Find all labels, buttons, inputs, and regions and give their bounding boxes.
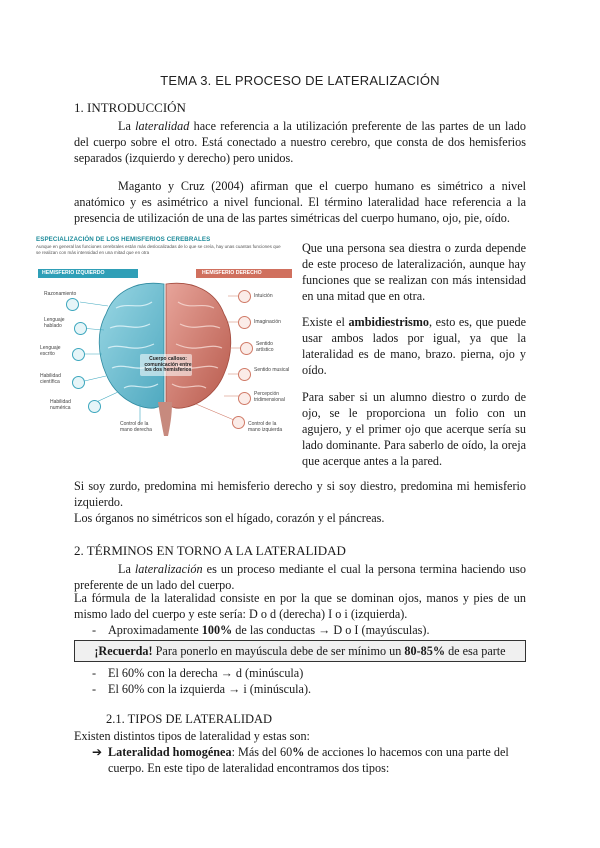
side-paragraph-ambidiestrismo: Existe el ambidiestrismo, esto es, que puede usar ambos lados por igual, ya que la lateralidad es de mano, brazo. pierna, ojo y oído.: [302, 315, 526, 377]
brain-hemispheres-figure: [36, 236, 292, 442]
figure-title: ESPECIALIZACIÓN DE LOS HEMISFERIOS CEREBRALES: [36, 236, 211, 243]
speech-icon: [74, 322, 87, 335]
term-ambidiestrismo: ambidiestrismo: [348, 315, 430, 329]
bullet-100-percent: - Aproximadamente 100% de las conductas → D o I (mayúsculas).: [92, 623, 430, 637]
term-lateralidad: lateralidad: [135, 119, 190, 133]
numbers-icon: [88, 400, 101, 413]
label-sentido-musical: Sentido musical: [254, 367, 290, 373]
intuition-icon: [238, 290, 251, 303]
label-lenguaje-hablado: Lenguaje hablado: [44, 317, 65, 329]
science-icon: [72, 376, 85, 389]
label-razonamiento: Razonamiento: [44, 291, 77, 297]
reasoning-icon: [66, 298, 79, 311]
arrow-icon: ➔: [92, 745, 103, 759]
right-hemisphere-header: HEMISFERIO DERECHO: [196, 269, 292, 278]
writing-icon: [72, 348, 85, 361]
side-paragraph-diestra-zurda: Que una persona sea diestra o zurda depende de este proceso de lateralización, aunque hay funciones que se realizan con más intensidad en una mitad que en otra.: [302, 241, 526, 303]
left-hand-icon: [232, 416, 245, 429]
lateralizacion-paragraph: La lateralización es un proceso mediante el cual la persona termina haciendo uso preferente de un lado del cuerpo.: [74, 562, 526, 592]
label-control-mano-derecha: Control de la mano derecha: [120, 421, 152, 433]
section-heading-terminos: 2. TÉRMINOS EN TORNO A LA LATERALIDAD: [74, 543, 346, 558]
music-icon: [238, 368, 251, 381]
non-symmetric-organs-paragraph: Los órganos no simétricos son el hígado, corazón y el páncreas.: [74, 511, 385, 525]
page-title: TEMA 3. EL PROCESO DE LATERALIZACIÓN: [160, 73, 440, 88]
label-imaginacion: Imaginación: [254, 319, 281, 325]
label-habilidad-numerica: Habilidad numérica: [50, 399, 71, 411]
bullet-60-derecha: - El 60% con la derecha → d (minúscula): [92, 666, 304, 680]
bullet-60-izquierda: - El 60% con la izquierda → i (minúscula).: [92, 682, 312, 696]
art-icon: [240, 342, 253, 355]
label-sentido-artistico: Sentido artístico: [256, 341, 274, 353]
3d-perception-icon: [238, 392, 251, 405]
recuerda-note-box: ¡Recuerda! Para ponerlo en mayúscula debe de ser mínimo un 80-85% de esa parte: [74, 640, 526, 662]
term-lateralizacion: lateralización: [134, 562, 203, 576]
side-paragraph-folio: Para saber si un alumno diestro o zurdo de ojo, se le proporciona un folio con un agujero, y el primer ojo que acerque sería su lado dominante. Para saberlo de oído, la oreja que acerque antes a la pared.: [302, 390, 526, 468]
subsection-heading-tipos: 2.1. TIPOS DE LATERALIDAD: [106, 712, 273, 726]
label-habilidad-cientifica: Habilidad científica: [40, 373, 61, 385]
label-intuicion: Intuición: [254, 293, 273, 299]
corpus-callosum-label: Cuerpo calloso: comunicación entre los dos hemisferios: [144, 356, 192, 374]
imagination-icon: [238, 316, 251, 329]
right-hemisphere-shape: [166, 283, 231, 408]
section-heading-introduccion: 1. INTRODUCCIÓN: [74, 100, 186, 115]
label-control-mano-izquierda: Control de la mano izquierda: [248, 421, 283, 433]
intro-paragraph: La lateralidad hace referencia a la utilización preferente de las partes de un lado del cuerpo sobre el otro. Está conectado a nuestro cerebro, que consta de dos hemisferios separados (izquierdo y derecho) pero unidos.: [74, 119, 526, 165]
left-hemisphere-shape: [99, 283, 164, 408]
hemisphere-dominance-paragraph: Si soy zurdo, predomina mi hemisferio derecho y si soy diestro, predomina mi hemisferio izquierdo.: [74, 479, 526, 509]
left-hemisphere-header: HEMISFERIO IZQUIERDO: [38, 269, 138, 278]
tipos-intro-paragraph: Existen distintos tipos de lateralidad y estas son:: [74, 729, 310, 743]
label-percepcion-tridimensional: Percepción tridimensional: [254, 391, 285, 403]
brain-stem: [158, 402, 172, 436]
figure-subtitle: Aunque en general las funciones cerebrales están más deslocalizadas de lo que se creía, hay unas cuantas funciones que se realizan con más intensidad en una mitad que en otra: [36, 244, 281, 255]
arrow-item-homogenea: ➔ Lateralidad homogénea: Más del 60% de acciones lo hacemos con una parte del cuerpo. En este tipo de lateralidad encontramos dos tipos:: [92, 745, 509, 775]
label-lenguaje-escrito: Lenguaje escrito: [40, 345, 61, 357]
formula-paragraph: La fórmula de la lateralidad consiste en por la que se dominan ojos, manos y pies de un mismo lado del cuerpo y este sería: D o d (derecha) I o i (izquierda).: [74, 591, 526, 621]
maganto-paragraph: Maganto y Cruz (2004) afirman que el cuerpo humano es simétrico a nivel anatómico y es asimétrico a nivel funcional. El término lateralidad hace referencia a la presencia de utilización de una de las partes simétricas del cuerpo humano, ojo, pie, oído.: [74, 179, 526, 225]
